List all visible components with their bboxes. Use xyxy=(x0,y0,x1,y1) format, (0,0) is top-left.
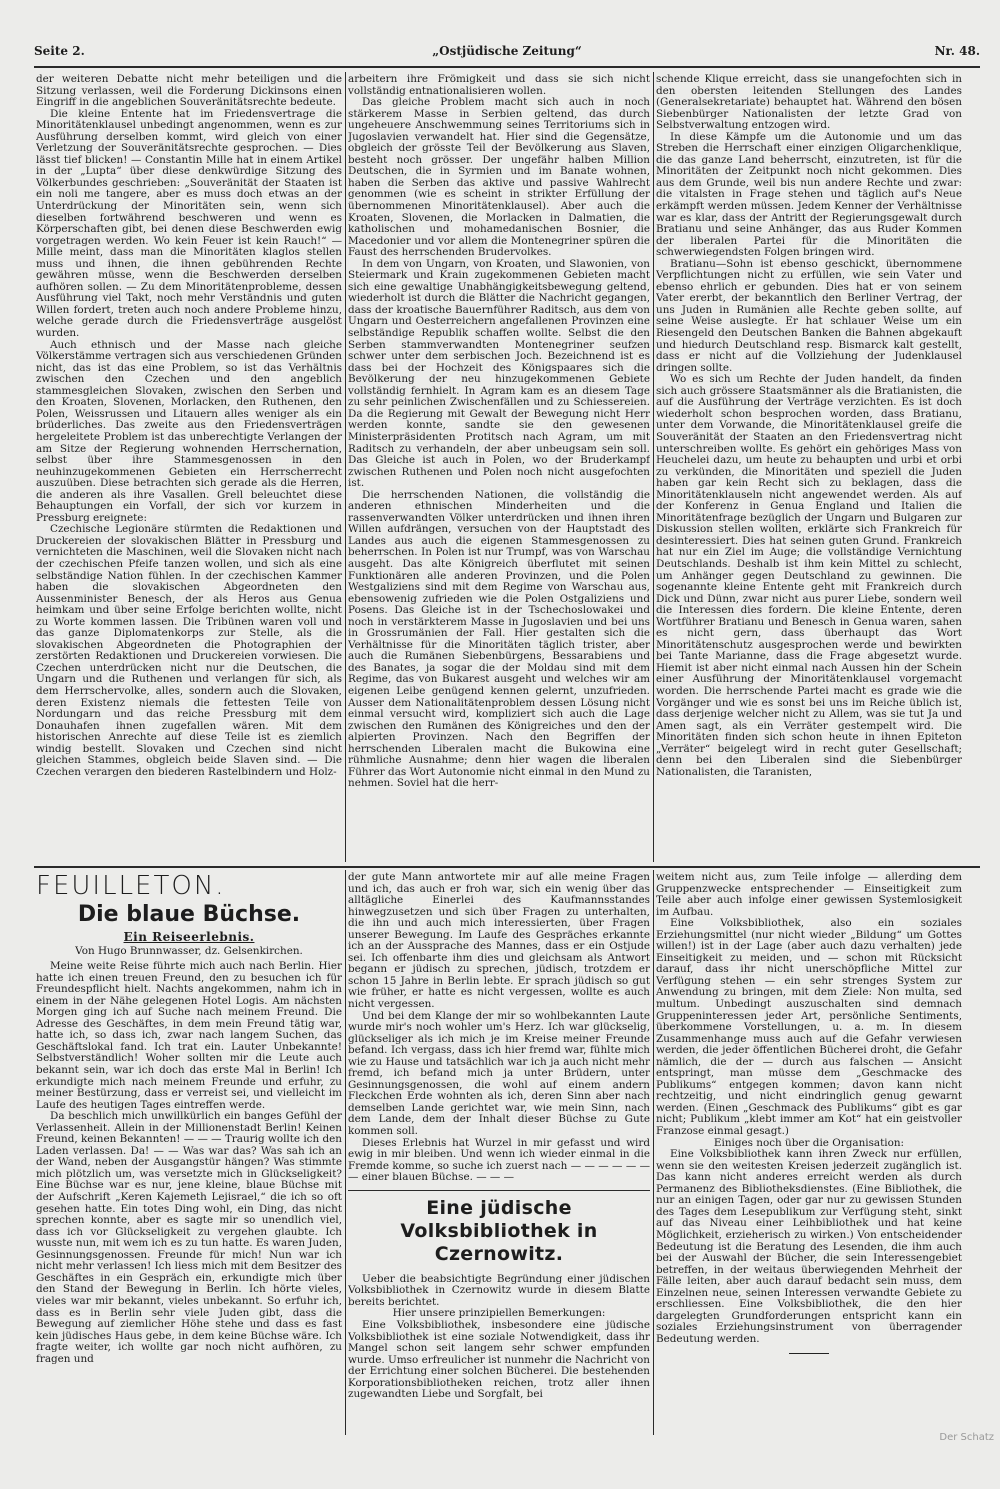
newspaper-name: „Ostjüdische Zeitung“ xyxy=(432,44,582,58)
end-rule xyxy=(789,1353,829,1354)
library-paragraph: Eine Volksbibliothek, also ein soziales Erziehungsmittel (nur nicht wieder „Bildung“ um Gottes willen!) ist in der Lage (aber auch dazu verhalten) jede Einseitigkeit zu meiden, und — schon mit Rücksicht darauf, dass ihr nicht unerschöpfliche Mittel zur Verfügung stehen — ein sehr strenges System zur Anwendung zu bringen, mit dem Ziele: Non multa, sed multum. Unbedingt auszuschalten sind demnach Gruppeninteressen jeder Art, persönliche Sentiments, überkommene Vorstellungen, u. a. m. In diesem Zusammenhange muss auch auf die Gefahr verwiesen werden, die jeder öffentlichen Bücherei droht, die Gefahr nämlich, die der — durch aus falschen — Ansicht entspringt, man müsse dem „Geschmacke des Publikums“ entgegen kommen; davon kann nicht rechtzeitig, und nicht eindringlich genug gewarnt werden. (Einen „Geschmack des Publikums“ gibt es gar nicht; Publikum „klebt immer am Kot“ hat ein geistvoller Franzose einmal gesagt.) xyxy=(656,917,962,1138)
story-subtitle: Ein Reiseerlebnis. xyxy=(123,930,255,944)
page-label: Seite 2. xyxy=(34,44,85,58)
library-paragraph: Einiges noch über die Organisation: xyxy=(713,1136,905,1149)
article-paragraph: der weiteren Debatte nicht mehr beteiligen und die Sitzung verlassen, weil die Forderung Dickinsons einen Eingriff in die angeblichen Souveränitätsrechte bedeute. xyxy=(36,74,342,109)
article-column-1 xyxy=(36,74,342,859)
story-paragraph: Da beschlich mich unwillkürlich ein banges Gefühl der Verlassenheit. Allein in der Millionenstadt Berlin! Keinen Freund, keinen Bekannten! — — — Traurig wollte ich den Laden verlassen. Da! — — Was war das? Was sah ich an der Wand, neben der Ausgangstür hängen? Was stimmte mich plötzlich um, was versetzte mich in Glückseligkeit? Eine Büchse war es nur, jene kleine, blaue Büchse mit der Aufschrift „Keren Kajemeth Lejisrael,“ die ich so oft gesehen hatte. Ein totes Ding wohl, ein Ding, das nicht sprechen konnte, aber es sagte mir so unendlich viel, dass ich vor Glückseligkeit zu vergehen glaubte. Ich wusste nun, mit wem ich es zu tun hatte. Es waren Juden, Gesinnungsgenossen. Freunde für mich! Nun war ich nicht mehr verlassen! Ich liess mich mit dem Besitzer des Geschäftes in ein Gespräch ein, erkundigte mich über den Stand der Bewegung in Berlin. Ich hörte vieles, vieles war mir bekannt, vieles unbekannt. So erfuhr ich, dass es in Berlin sehr viele Juden gibt, dass die Bewegung auf ziemlicher Höhe stehe und dass es fast kein jüdisches Haus gebe, in dem keine Büchse wäre. Ich fragte weiter, ich wollte gar noch nicht aufhören, zu fragen und xyxy=(36,1110,342,1365)
column-divider xyxy=(653,72,654,862)
story-paragraph: Meine weite Reise führte mich auch nach Berlin. Hier hatte ich einen treuen Freund, den zu besuchen ich für Freundespflicht hielt. Nachts angekommen, nahm ich in einem in der Nähe gelegenen Hotel Logis. Am nächsten Morgen ging ich auf Suche nach meinem Freund. Die Adresse des Geschäftes, in dem mein Freund tätig war, hatte ich, so dass ich, zwar nach langem Suchen, das Geschäftslokal fand. Ich trat ein. Lauter Unbekannte! Selbstverständlich! Woher sollten mir die Leute auch bekannt sein, war ich doch das erste Mal in Berlin! Ich erkundigte mich nach meinem Freunde und erfuhr, zu meiner Bestürzung, dass er verreist sei, und vielleicht im Laufe des heutigen Tages eintreffen werde. xyxy=(36,960,342,1111)
library-paragraph: Ueber die beabsichtigte Begründung einer jüdischen Volksbibliothek in Czernowitz wurde in diesem Blatte bereits berichtet. xyxy=(348,1272,650,1308)
library-paragraph: Hier unsere prinzipiellen Bemerkungen: xyxy=(392,1307,606,1320)
article-paragraph: Wo es sich um Rechte der Juden handelt, da finden sich auch grössere Staatsmänner als die Bratianisten, die auf die Ausführung der Verträge verzichten. Es ist doch wiederholt schon besprochen worden, dass Bratianu, unter dem Vorwande, die Minoritätenklausel greife die Souveränität der Staaten an den Friedensvertrag nicht unterschreiben wollte. Es gehört ein gehöriges Mass von Heuchelei dazu, um heute zu behaupten und urbi et orbi zu verkünden, die Minoritäten und speziell die Juden haben gar kein Recht sich zu beklagen, dass die Minoritätenklauseln nicht angewendet werden. Als auf der Konferenz in Genua England und Italien die Minoritätenfrage bezüglich der Ungarn und Bulgaren zur Diskussion stellen wollten, erklärte sich Frankreich für desinteressiert. Dies hat seinen guten Grund. Frankreich hat nur ein Ziel im Auge; die vollständige Vernichtung Deutschlands. Deshalb ist ihm kein Mittel zu schlecht, um Anhänger gegen Deutschland zu gewinnen. Die sogenannte kleine Entente geht mit Frankreich durch Dick und Dünn, zwar nicht aus purer Liebe, sondern weil die Interessen dies fordern. Die kleine Entente, deren Wortführer Bratianu und Benesch in Genua waren, sahen es nicht gern, dass überhaupt das Wort Minoritätenschutz ausgesprochen werde und bewirkten bei Tante Marianne, dass die Frage abgesetzt wurde. Hiemit ist aber nicht einmal nach Aussen hin der Schein einer Ausführung der Minoritätenklausel vorgemacht worden. Die herrschende Partei macht es grade wie die Vorgänger und wie es sonst bei uns im Reiche üblich ist, dass derjenige welcher nicht zu Allem, was sie tut Ja und Amen sagt, als ein Verräter gestempelt wird. Die Minoritäten finden sich schon heute in ihnen Epiteton „Verräter“ beigelegt wird in recht guter Gesellschaft; denn bei den Liberalen sind die Siebenbürger Nationalisten, die Taranisten, xyxy=(656,373,962,778)
article-paragraph: Bratianu—Sohn ist ebenso geschickt, übernommene Verpflichtungen nicht zu erfüllen, wie sein Vater und ebenso ehrlich er gebunden. Dies hat er von seinem Vater ererbt, der bekanntlich den Berliner Vertrag, der uns Juden in Rumänien alle Rechte geben sollte, auf seine Weise auslegte. Er hat schlauer Weise um ein Riesengeld den Deutschen Banken die Bahnen abgekauft und hiedurch Deutschland resp. Bismarck kalt gestellt, dass er nicht auf die Vollziehung der Judenklausel dringen sollte. xyxy=(656,257,962,374)
column-divider xyxy=(345,72,346,862)
column-divider xyxy=(345,870,346,1435)
feuilleton-column-2 xyxy=(348,872,650,1432)
article-paragraph: Die herrschenden Nationen, die vollständig die anderen ethnischen Minderheiten und die rassenverwandten Völker unterdrücken und ihnen ihren Willen aufdrängen, versuchen von der Hauptstadt des Landes aus auch die eigenen Stammesgenossen zu beherrschen. In Polen ist nur Trumpf, was von Warschau ausgeht. Das alte Königreich überflutet mit seinen Funktionären alle anderen Provinzen, und die Polen Westgaliziens sind mit dem Regime von Warschau aus, ebensowenig zufrieden wie die Polen Ostgaliziens und Posens. Das Gleiche ist in der Tschechoslowakei und noch in verstärkterem Masse in Jugoslavien und bei uns in Grossrumänien der Fall. Hier gestalten sich die Verhältnisse für die Minoritäten täglich trister, aber auch die Rumänen Siebenbürgens, Bessarabiens und des Banates, ja sogar die der Moldau sind mit dem Regime, das von Bukarest ausgeht und welches wir am eigenen Leibe genügend kennen gelernt, unzufrieden. Ausser dem Nationalitätenproblem dessen Lösung nicht einmal versucht wird, kompliziert sich auch die Lage zwischen den Rumänen des Königreiches und den der alpierten Provinzen. Nach den Begriffen der herrschenden Liberalen macht die Bukowina eine rühmliche Ausnahme; denn hier wagen die liberalen Führer das Wort Autonomie nicht einmal in den Mund zu nehmen. Soviel hat die herr- xyxy=(348,488,650,790)
article-paragraph: schende Klique erreicht, dass sie unangefochten sich in den obersten leitenden Stellungen des Landes (Generalsekretariate) behauptet hat. Während den bösen Siebenbürger Nationalisten der letzte Grad von Selbstverwaltung entzogen wird. xyxy=(656,74,962,132)
article-paragraph: Die kleine Entente hat im Friedensvertrage die Minoritätenklausel unbedingt angenommen, wenn es zur Ausführung derselben kommt, wird gleich von einer Verletzung der Souveränitätsrechte gesprochen. — Dies lässt tief blicken! — Constantin Mille hat in einem Artikel in der „Lupta“ über diese denkwürdige Sitzung des Völkerbundes geschrieben: „Souveränität der Staaten ist ein noli me tangere, aber es muss doch etwas an der Unterdrückung der Minoritäten sein, wenn sich dieselben fortwährend beschweren und wenn es Körperschaften gibt, bei denen diese Beschwerden ewig vorgetragen werden. Wo kein Feuer ist kein Rauch!“ — Mille meint, dass man die Minoritäten klaglos stellen muss und ihnen, die ihnen gebührenden Rechte gewähren müsse, wenn die Beschwerden derselben aufhören sollen. — Zu dem Minoritätenprobleme, dessen Ausführung viel Takt, noch mehr Verständnis und guten Willen fordert, treten auch noch andere Probleme hinzu, welche gerade durch die Friedensverträge ausgelöst wurden. xyxy=(36,107,342,340)
article-paragraph: Auch ethnisch und der Masse nach gleiche Völkerstämme vertragen sich aus verschiedenen Gründen nicht, das ist das eine Problem, so ist das Verhältnis zwischen den Czechen und den angeblich stammesgleichen Slovaken, zwischen den Serben und den Kroaten, Slovenen, Morlacken, den Ruthenen, den Polen, Weissrussen und Litauern alles weniger als ein brüderliches. Das zweite aus den Friedensverträgen hergeleitete Problem ist das unberechtigte Verlangen der am Sitze der Regierung wohnenden Herrschernation, selbst über ihre Stammesgenossen in den neuhinzugekommenen Gebieten ein Herrscherrecht auszuüben. Diese betrachten sich gerade als die Herren, die anderen als ihre Vasallen. Grell beleuchtet diese Behauptungen ein Vorfall, der sich vor kurzem in Pressburg ereignete: xyxy=(36,338,342,524)
feuilleton-column-3 xyxy=(656,872,962,1437)
story-title: Die blaue Büchse. xyxy=(77,902,301,927)
column-divider xyxy=(653,870,654,1435)
library-paragraph: Eine Volksbibliothek kann ihren Zweck nur erfüllen, wenn sie den weitesten Kreisen jederzeit zugänglich ist. Das kann nicht anderes erreicht werden als durch Permanenz des Bibliotheksdienstes. (Eine Bibliothek, die nur an einigen Tagen, oder gar nur zu gewissen Stunden des Tages dem Lesepublikum zur Verfügung steht, sinkt auf das Niveau einer Leihbibliothek und hat keine Möglichkeit, erzieherisch zu wirken.) Von entscheidender Bedeutung ist die Beratung des Lesenden, die ihm auch bei der Auswahl der Bücher, die sein Interessengebiet betreffen, in der weitaus überwiegenden Mehrheit der Fälle leiten, aber auch darauf bedacht sein muss, dem Einzelnen neue, seinen Interessen verwandte Gebiete zu erschliessen. Eine Volksbibliothek, die den hier dargelegten Grundforderungen entspricht kann ein soziales Erziehungsinstrument von überragender Bedeutung werden. xyxy=(656,1148,962,1345)
story-paragraph: Und bei dem Klange der mir so wohlbekannten Laute wurde mir's noch wohler um's Herz. Ich war glückselig, glückseliger als ich mich je im Kreise meiner Freunde befand. Ich vergass, dass ich hier fremd war, fühlte mich wie zu Hause und tatsächlich war ich ja auch nicht mehr fremd, ich befand mich ja unter Brüdern, unter Gesinnungsgenossen, die wohl auf einem andern Fleckchen Erde wohnten als ich, deren Sinn aber nach demselben Lande gerichtet war, wie mein Sinn, nach dem Lande, dem der Inhalt dieser Büchse zu Gute kommen soll. xyxy=(348,1009,650,1138)
bleed-through-text: Der Schatz xyxy=(939,1432,994,1443)
page-header xyxy=(34,44,980,62)
story-paragraph: Dieses Erlebnis hat Wurzel in mir gefasst und wird ewig in mir bleiben. Und wenn ich wieder einmal in die Fremde komme, so suche ich zuerst nach — — — — — — — einer blauen Büchse. — — — xyxy=(348,1136,650,1184)
article-paragraph: Das gleiche Problem macht sich auch in noch stärkerem Masse in Serbien geltend, das durch ungeheuere Anschwemmung seines Territoriums sich in Jugoslavien verwandelt hat. Hier sind die Gegensätze, obgleich der grösste Teil der Bevölkerung aus Slaven, besteht noch grösser. Der ungefähr halben Million Deutschen, die in Syrmien und im Banate wohnen, haben die Serben das aktive und passive Wahlrecht genommen (wie es scheint in strikter Erfüllung der übernommenen Minoritätenklausel). Aber auch die Kroaten, Slovenen, die Morlacken in Dalmatien, die katholischen und mohamedanischen Bosnier, die Macedonier und vor allem die Montenegriner spüren die Faust des herrschenden Brudervolkes. xyxy=(348,96,650,259)
story-author: Von Hugo Brunnwasser, dz. Gelsenkirchen. xyxy=(75,944,303,957)
article-column-2 xyxy=(348,74,650,859)
article-paragraph: arbeitern ihre Frömigkeit und dass sie sich nicht vollständig entnationalisieren wollen. xyxy=(348,74,650,97)
library-paragraph: weitem nicht aus, zum Teile infolge — allerding dem Gruppenzwecke entsprechender — Einseitigkeit zum Teile aber auch infolge einer gewissen Systemlosigkeit im Aufbau. xyxy=(656,872,962,918)
article-column-3 xyxy=(656,74,962,859)
header-rule xyxy=(34,66,980,68)
feuilleton-label: FEUILLETON. xyxy=(36,872,226,901)
feuilleton-rule xyxy=(34,866,980,868)
story-paragraph: der gute Mann antwortete mir auf alle meine Fragen und ich, das auch er froh war, sich ein wenig über das alltägliche Einerlei des Kaufmannsstandes hinwegzusetzen und sich über Fragen zu unterhalten, die ihn und auch mich interessierten, über Fragen unserer Bewegung. Im Laufe des Gespräches erkannte ich an der Aussprache des Mannes, dass er ein Ostjude sei. Ich offenbarte ihm dies und gleichsam als Antwort begann er jüdisch zu sprechen, jüdisch, trotzdem er schon 15 Jahre in Berlin lebte. Er sprach jüdisch so gut wie früher, er hatte es nicht vergessen, wollte es auch nicht vergessen. xyxy=(348,872,650,1011)
issue-number: Nr. 48. xyxy=(934,44,980,58)
section-rule xyxy=(348,1190,650,1191)
article-paragraph: Czechische Legionäre stürmten die Redaktionen und Druckereien der slovakischen Blätter in Pressburg und vernichteten die Maschinen, weil die Slovaken nicht nach der czechischen Pfeife tanzen wollen, und sich als eine selbständige Nation fühlen. In der czechischen Kammer haben die slovakischen Abgeordneten den Aussenminister Benesch, der als Heros aus Genua heimkam und über seine Erfolge berichten wollte, nicht zu Worte kommen lassen. Die Tribünen waren voll und das ganze Diplomatenkorps zur Stelle, als die slovakischen Abgeordneten die Photographien der zerstörten Redaktionen und Druckereien vorwiesen. Die Czechen unterdrücken nicht nur die Deutschen, die Ungarn und die Ruthenen und verlangen für sich, als dem Herrschervolke, alles, sondern auch die Slovaken, deren Existenz niemals die fettesten Teile von Nordungarn und das reiche Pressburg mit dem Donauhafen ihnen zugefallen wären. Mit dem historischen Anrechte auf diese Teile ist es ziemlich windig bestellt. Slovaken und Czechen sind nicht gleichen Stammes, obgleich beide Slaven sind. — Die Czechen verargen den biederen Rastelbindern und Holz- xyxy=(36,523,342,778)
article-paragraph: In diese Kämpfe um die Autonomie und um das Streben die Herrschaft einer einzigen Oligarchenklique, die das ganze Land beherrscht, einzutreten, ist für die Minoritäten der Zeitpunkt noch nicht gekommen. Dies aus dem Grunde, weil bis nun andere Rechte und zwar: die vitalsten in Frage stehen und täglich auf's Neue erkämpft werden müssen. Jedem Kenner der Verhältnisse war es klar, dass der Antritt der Regierungsgewalt durch Bratianu und seine Anhänger, das aus Ruder Kommen der liberalen Partei für die Minoritäten die schwerwiegendsten Folgen bringen wird. xyxy=(656,130,962,259)
library-paragraph: Eine Volksbibliothek, insbesondere eine jüdische Volksbibliothek ist eine soziale Notwendigkeit, dass ihr Mangel schon seit langem sehr schwer empfunden wurde. Umso erfreulicher ist nunmehr die Nachricht von der Errichtung einer solchen Bücherei. Die bestehenden Korporationsbibliotheken reichen, trotz aller ihnen zugewandten Liebe und Sorgfalt, bei xyxy=(348,1318,650,1401)
feuilleton-column-1 xyxy=(36,872,342,1432)
library-article-title: Eine jüdische Volksbibliothek in Czernowitz. xyxy=(400,1196,598,1265)
article-paragraph: In dem von Ungarn, von Kroaten, und Slawonien, von Steiermark und Krain zugekommenen Gebieten macht sich eine gewaltige Unabhängigkeitsbewegung geltend, wiederholt ist durch die Blätter die Nachricht gegangen, dass der kroatische Bauernführer Raditsch, aus dem von Ungarn und Oesterreichern angefallenen Provinzen eine selbständige Republik schaffen wollte. Selbst die den Serben stammverwandten Montenegriner seufzen schwer unter dem serbischen Joch. Bezeichnend ist es dass bei der Hochzeit des Königspaares sich die Bevölkerung der neu hinzugekommenen Gebiete vollständig fernhielt. In Agram kam es an diesem Tage zu sehr peinlichen Zwischenfällen und zu Schiessereien. Da die Regierung mit Gewalt der Bewegung nicht Herr werden konnte, sandte sie den gewesenen Ministerpräsidenten Protitsch nach Agram, um mit Raditsch zu verhandeln, der aber unbeugsam sein soll. Das Gleiche ist auch in Polen, wo der Bruderkampf zwischen Ruthenen und Polen noch nicht ausgefochten ist. xyxy=(348,257,650,490)
